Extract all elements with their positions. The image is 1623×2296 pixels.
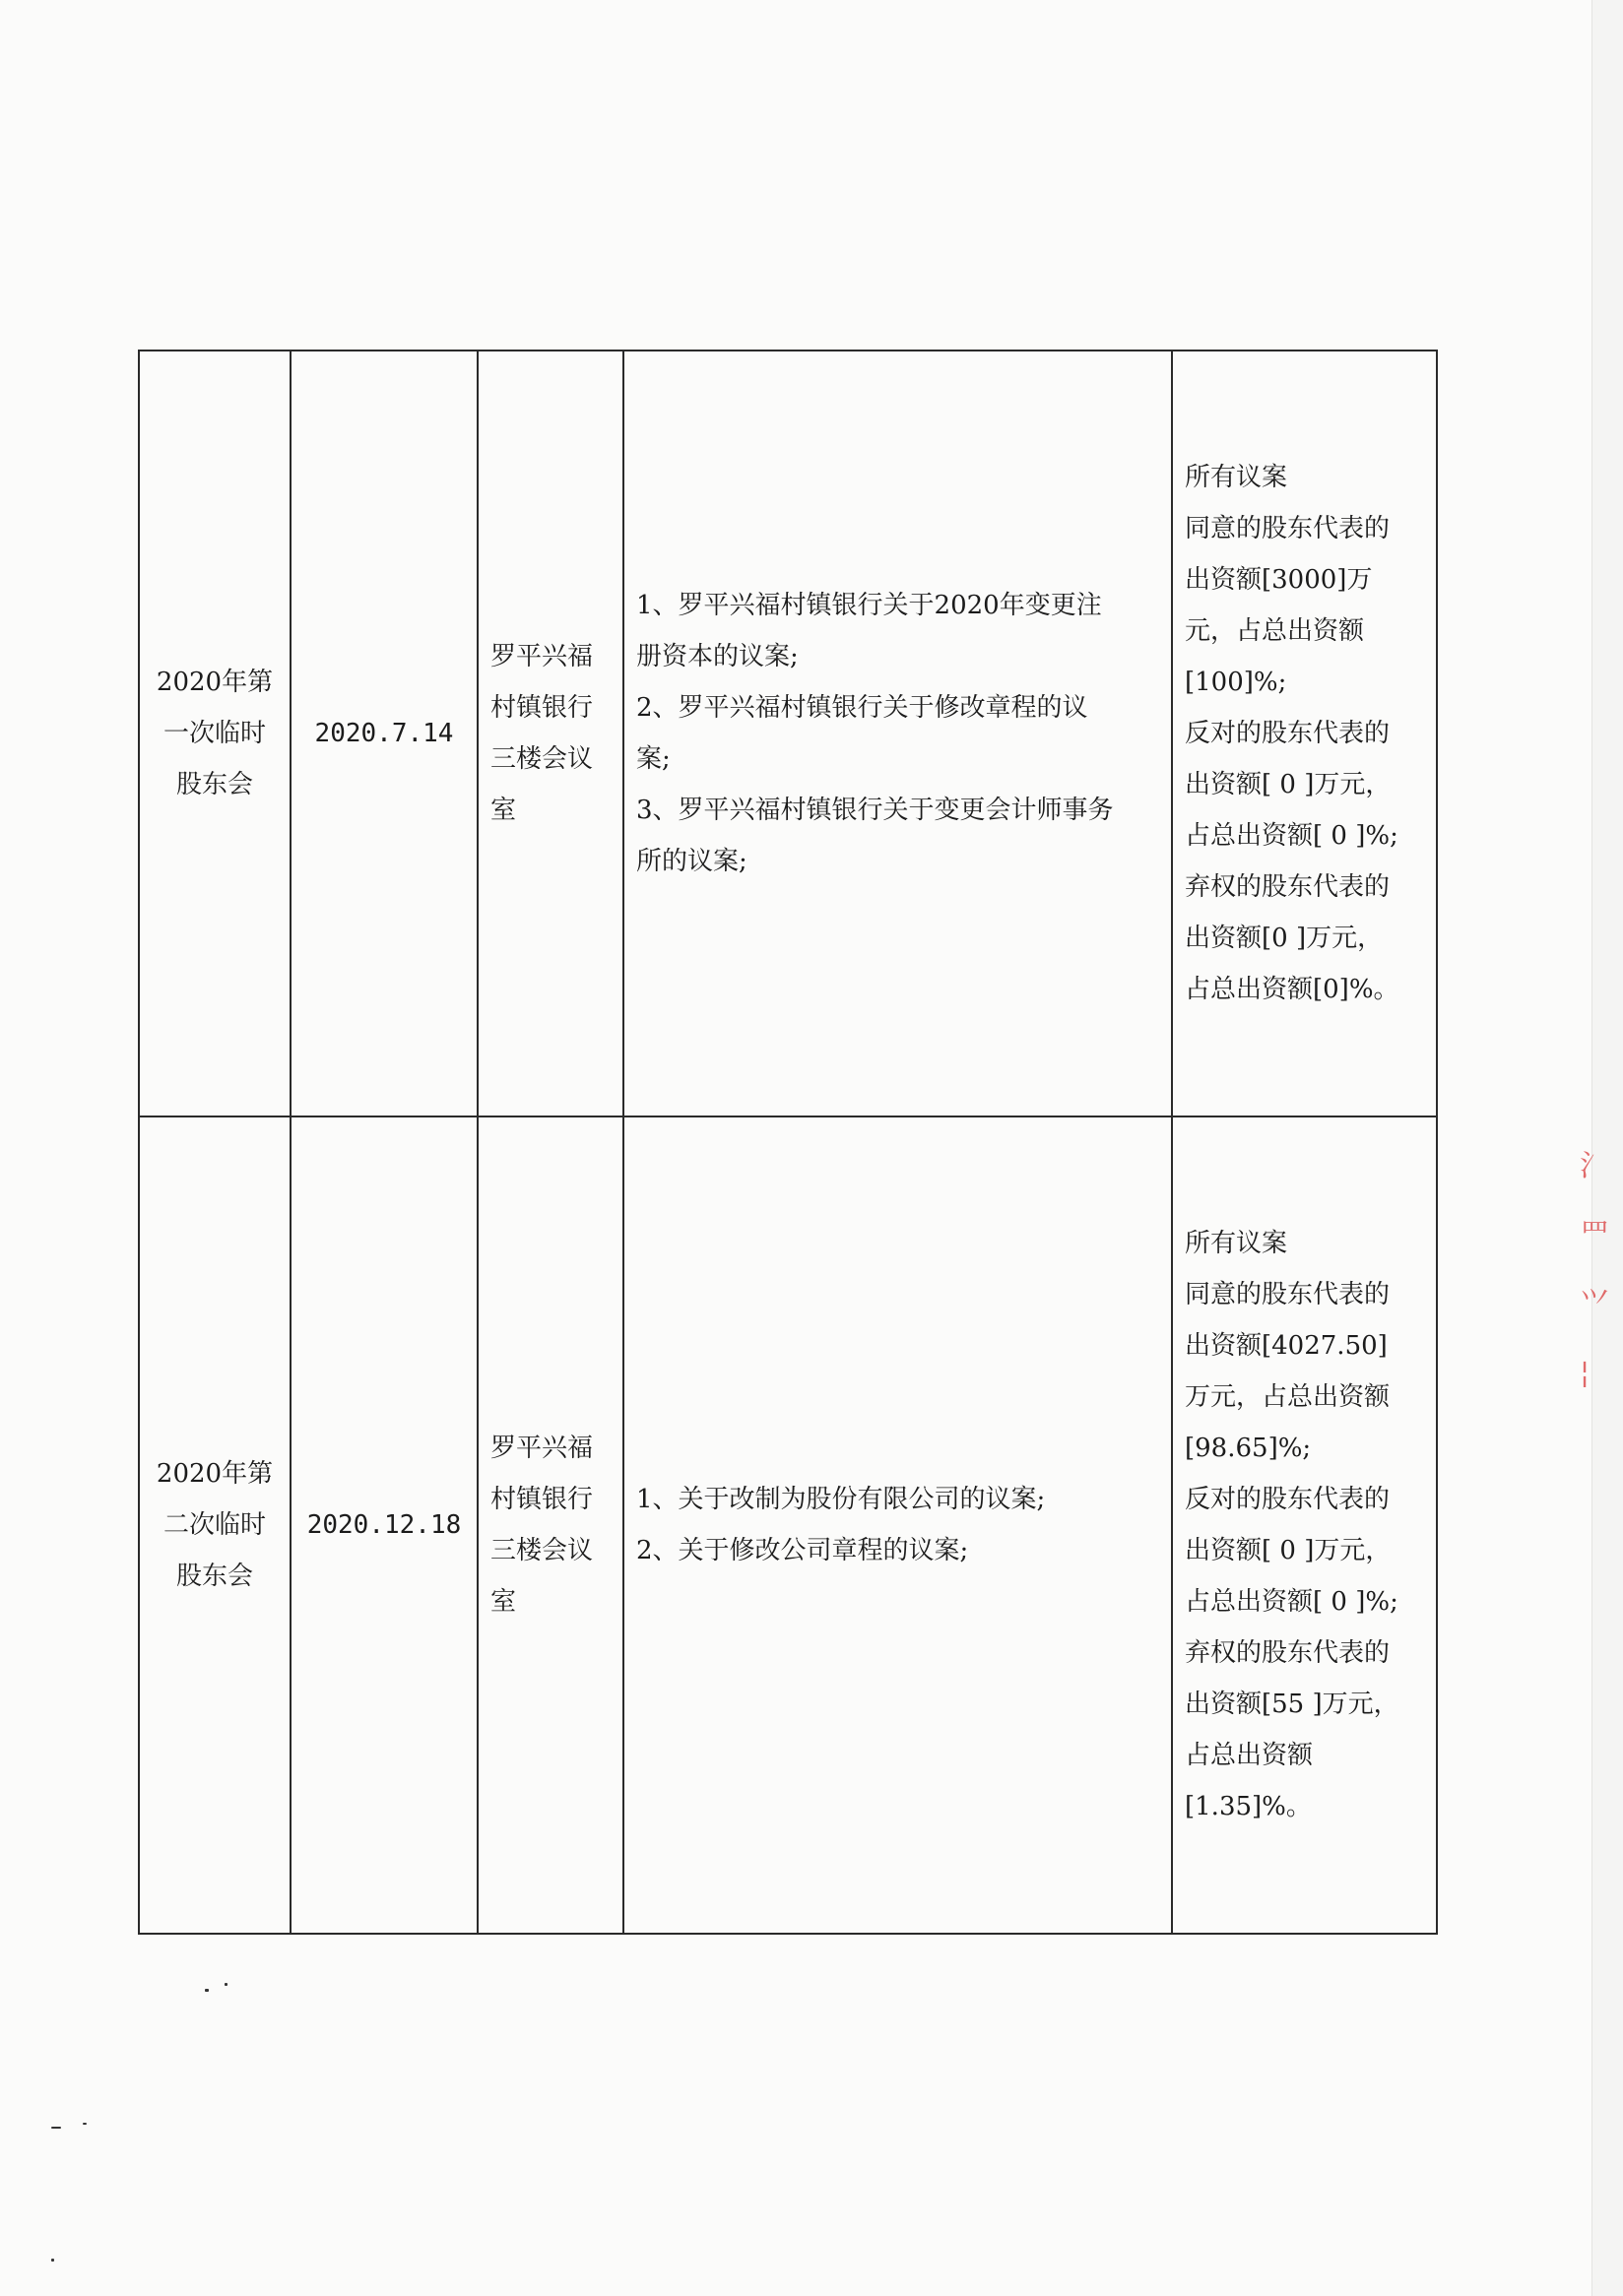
result-line: 所有议案: [1185, 463, 1288, 492]
meeting-name-line: 二次临时: [162, 1510, 266, 1540]
meeting-place-line: 室: [490, 1587, 517, 1617]
meeting-place-line: 村镇银行: [490, 1485, 594, 1514]
result-line: 占总出资额: [1185, 1741, 1314, 1770]
meeting-place-cell: [478, 1116, 623, 1934]
result-line: 占总出资额[ 0 ]%;: [1185, 1587, 1398, 1617]
result-line: 出资额[ 0 ]万元，: [1185, 1536, 1392, 1565]
meeting-place-line: 罗平兴福: [490, 642, 594, 671]
meeting-date-cell: 2020.7.14: [291, 351, 478, 1116]
meeting-place-cell: [478, 351, 623, 1116]
motions-cell: [623, 351, 1172, 1116]
result-line: 占总出资额[ 0 ]%;: [1185, 821, 1398, 851]
result-line: 出资额[0 ]万元，: [1185, 924, 1384, 953]
shareholder-meeting-table: [138, 350, 1438, 1935]
motion-line: 所的议案;: [636, 847, 747, 876]
motion-line: 3、罗平兴福村镇银行关于变更会计师事务: [636, 796, 1114, 825]
meeting-date-cell: 2020.12.18: [291, 1116, 478, 1934]
meeting-name-cell: [139, 351, 291, 1116]
result-line: 同意的股东代表的: [1185, 514, 1391, 543]
meeting-place-line: 罗平兴福: [490, 1434, 594, 1463]
meeting-name-line: 股东会: [175, 1562, 253, 1591]
scan-speck: [51, 2127, 61, 2129]
scan-speck: [51, 2259, 54, 2262]
result-line: 出资额[3000]万: [1185, 565, 1373, 595]
result-line: 元，占总出资额: [1185, 616, 1365, 646]
motion-line: 1、关于改制为股份有限公司的议案;: [636, 1485, 1046, 1514]
result-line: 反对的股东代表的: [1185, 1485, 1391, 1514]
motion-line: 案;: [636, 744, 671, 774]
meeting-name-line: 2020年第: [156, 668, 274, 697]
result-line: 弃权的股东代表的: [1185, 872, 1391, 902]
result-line: 出资额[4027.50]: [1185, 1331, 1388, 1361]
result-line: [1.35]%。: [1185, 1792, 1312, 1821]
meeting-name-line: 一次临时: [162, 719, 266, 748]
scan-speck: [205, 1989, 209, 1992]
motion-line: 2、罗平兴福村镇银行关于修改章程的议: [636, 693, 1088, 723]
meeting-place-line: 三楼会议: [490, 1536, 594, 1565]
scan-speck: [83, 2123, 87, 2125]
meeting-place-line: 三楼会议: [490, 744, 594, 774]
result-line: 万元，占总出资额: [1185, 1382, 1391, 1412]
result-line: 反对的股东代表的: [1185, 719, 1391, 748]
table-row: [139, 1116, 1437, 1934]
meeting-place-line: 室: [490, 796, 517, 825]
result-line: 所有议案: [1185, 1229, 1288, 1258]
meeting-name-line: 2020年第: [156, 1459, 274, 1489]
result-line: 同意的股东代表的: [1185, 1280, 1391, 1309]
voting-result-cell: [1172, 351, 1437, 1116]
voting-result-cell: [1172, 1116, 1437, 1934]
result-line: [98.65]%;: [1185, 1434, 1312, 1463]
result-line: 弃权的股东代表的: [1185, 1638, 1391, 1668]
motion-line: 册资本的议案;: [636, 642, 799, 671]
result-line: [100]%;: [1185, 668, 1287, 697]
motion-line: 1、罗平兴福村镇银行关于2020年变更注: [636, 591, 1102, 620]
motion-line: 2、关于修改公司章程的议案;: [636, 1536, 969, 1565]
result-line: 出资额[ 0 ]万元，: [1185, 770, 1392, 799]
motions-cell: [623, 1116, 1172, 1934]
meeting-name-cell: [139, 1116, 291, 1934]
result-line: 出资额[55 ]万元，: [1185, 1690, 1399, 1719]
meeting-name-line: 股东会: [175, 770, 253, 799]
scan-speck: [225, 1983, 227, 1986]
meeting-place-line: 村镇银行: [490, 693, 594, 723]
red-seal-fragment: 氵 罒 ⺍ ¦: [1580, 1149, 1609, 1390]
table-row: [139, 351, 1437, 1116]
result-line: 占总出资额[0]%。: [1185, 975, 1399, 1004]
